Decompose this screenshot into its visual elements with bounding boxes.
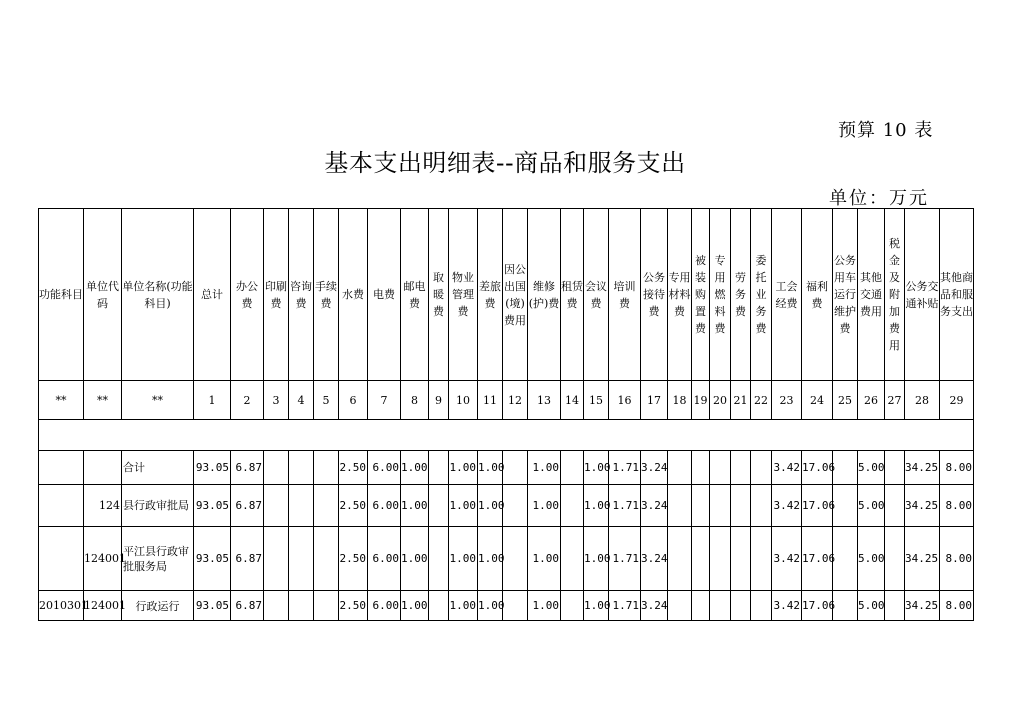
value-cell: 1.00 <box>478 485 503 527</box>
header-cell: 取暖费 <box>429 209 449 381</box>
value-cell: 6.00 <box>368 527 401 591</box>
header-cell: 专用材料费 <box>668 209 692 381</box>
value-cell <box>731 591 751 621</box>
index-cell: 20 <box>710 381 731 420</box>
header-cell: 物业管理费 <box>449 209 478 381</box>
value-cell <box>503 591 528 621</box>
value-cell: 3.24 <box>641 591 668 621</box>
index-cell: 2 <box>231 381 264 420</box>
value-cell: 1.00 <box>478 591 503 621</box>
index-cell: ** <box>122 381 194 420</box>
value-cell: 17.06 <box>802 591 833 621</box>
header-cell: 其他交通费用 <box>858 209 885 381</box>
table-row <box>39 485 974 527</box>
header-cell: 电费 <box>368 209 401 381</box>
index-cell: 4 <box>289 381 314 420</box>
value-cell <box>885 451 905 485</box>
value-cell: 1.00 <box>528 485 561 527</box>
form-number: 预算 10 表 <box>838 120 934 141</box>
index-cell: 25 <box>833 381 858 420</box>
value-cell: 34.25 <box>905 527 940 591</box>
value-cell <box>833 527 858 591</box>
value-cell: 17.06 <box>802 451 833 485</box>
header-cell: 单位名称(功能科目) <box>122 209 194 381</box>
value-cell <box>731 451 751 485</box>
subject-cell <box>39 451 84 485</box>
value-cell <box>885 485 905 527</box>
value-cell: 17.06 <box>802 527 833 591</box>
value-cell: 5.00 <box>858 485 885 527</box>
value-cell <box>289 527 314 591</box>
value-cell <box>264 451 289 485</box>
value-cell <box>264 591 289 621</box>
index-cell: 14 <box>561 381 584 420</box>
value-cell <box>751 485 772 527</box>
index-cell: 13 <box>528 381 561 420</box>
index-cell: 18 <box>668 381 692 420</box>
value-cell: 93.05 <box>194 591 231 621</box>
value-cell <box>503 527 528 591</box>
value-cell <box>429 527 449 591</box>
value-cell: 34.25 <box>905 591 940 621</box>
value-cell <box>751 591 772 621</box>
value-cell <box>561 485 584 527</box>
value-cell <box>289 485 314 527</box>
value-cell: 1.00 <box>401 527 429 591</box>
value-cell: 1.00 <box>528 451 561 485</box>
value-cell: 6.87 <box>231 451 264 485</box>
header-cell: 差旅费 <box>478 209 503 381</box>
value-cell <box>289 451 314 485</box>
index-cell: 23 <box>772 381 802 420</box>
value-cell: 6.87 <box>231 485 264 527</box>
spacer-cell <box>39 420 974 451</box>
subject-cell: 2010301 <box>39 591 84 621</box>
value-cell: 8.00 <box>940 591 974 621</box>
index-cell: 8 <box>401 381 429 420</box>
value-cell <box>668 485 692 527</box>
header-cell: 咨询费 <box>289 209 314 381</box>
value-cell <box>503 485 528 527</box>
index-cell: 5 <box>314 381 339 420</box>
index-cell: 1 <box>194 381 231 420</box>
header-cell: 功能科目 <box>39 209 84 381</box>
index-cell: 12 <box>503 381 528 420</box>
value-cell: 2.50 <box>339 451 368 485</box>
value-cell <box>314 485 339 527</box>
value-cell <box>885 527 905 591</box>
header-cell: 会议费 <box>584 209 609 381</box>
value-cell: 3.42 <box>772 485 802 527</box>
value-cell <box>668 451 692 485</box>
name-cell: 平江县行政审批服务局 <box>122 527 194 591</box>
data-body <box>39 451 974 621</box>
value-cell: 1.00 <box>584 451 609 485</box>
value-cell <box>710 485 731 527</box>
subject-cell <box>39 527 84 591</box>
header-cell: 手续费 <box>314 209 339 381</box>
value-cell: 3.24 <box>641 527 668 591</box>
name-cell: 合计 <box>122 451 194 485</box>
index-cell: 28 <box>905 381 940 420</box>
index-row <box>39 381 974 420</box>
header-cell: 单位代码 <box>84 209 122 381</box>
value-cell <box>692 451 710 485</box>
table-row <box>39 527 974 591</box>
unit-label: 单位：万元 <box>829 188 929 209</box>
value-cell <box>314 451 339 485</box>
value-cell <box>429 591 449 621</box>
value-cell: 93.05 <box>194 527 231 591</box>
value-cell: 3.42 <box>772 527 802 591</box>
value-cell <box>692 527 710 591</box>
index-cell: 26 <box>858 381 885 420</box>
header-cell: 被装购置费 <box>692 209 710 381</box>
code-cell <box>84 451 122 485</box>
value-cell: 6.87 <box>231 591 264 621</box>
name-cell: 行政运行 <box>122 591 194 621</box>
value-cell: 93.05 <box>194 485 231 527</box>
index-cell: 17 <box>641 381 668 420</box>
value-cell: 1.00 <box>401 451 429 485</box>
value-cell: 6.00 <box>368 485 401 527</box>
index-cell: 22 <box>751 381 772 420</box>
value-cell: 93.05 <box>194 451 231 485</box>
value-cell: 17.06 <box>802 485 833 527</box>
value-cell: 3.42 <box>772 591 802 621</box>
value-cell: 1.71 <box>609 451 641 485</box>
value-cell: 1.71 <box>609 591 641 621</box>
index-cell: 11 <box>478 381 503 420</box>
value-cell: 8.00 <box>940 527 974 591</box>
header-cell: 公务交通补贴 <box>905 209 940 381</box>
index-cell: ** <box>84 381 122 420</box>
value-cell <box>503 451 528 485</box>
value-cell: 2.50 <box>339 591 368 621</box>
value-cell: 3.24 <box>641 451 668 485</box>
value-cell <box>833 485 858 527</box>
value-cell: 1.00 <box>401 591 429 621</box>
index-cell: 6 <box>339 381 368 420</box>
header-cell: 专用燃料费 <box>710 209 731 381</box>
value-cell <box>314 591 339 621</box>
value-cell: 34.25 <box>905 451 940 485</box>
value-cell <box>429 451 449 485</box>
value-cell: 5.00 <box>858 591 885 621</box>
header-cell: 培训费 <box>609 209 641 381</box>
value-cell: 5.00 <box>858 527 885 591</box>
value-cell <box>710 527 731 591</box>
value-cell: 34.25 <box>905 485 940 527</box>
value-cell <box>731 485 751 527</box>
value-cell: 1.00 <box>449 591 478 621</box>
header-cell: 委托业务费 <box>751 209 772 381</box>
value-cell: 1.71 <box>609 485 641 527</box>
value-cell: 5.00 <box>858 451 885 485</box>
name-cell: 县行政审批局 <box>122 485 194 527</box>
header-cell: 总计 <box>194 209 231 381</box>
index-cell: 19 <box>692 381 710 420</box>
value-cell <box>561 591 584 621</box>
value-cell: 1.00 <box>478 527 503 591</box>
value-cell: 3.24 <box>641 485 668 527</box>
value-cell <box>264 485 289 527</box>
index-cell: 15 <box>584 381 609 420</box>
value-cell <box>751 527 772 591</box>
header-row <box>39 209 974 381</box>
spacer-row <box>39 420 974 451</box>
value-cell: 2.50 <box>339 527 368 591</box>
header-cell: 因公出国(境)费用 <box>503 209 528 381</box>
page-title: 基本支出明细表--商品和服务支出 <box>324 149 686 177</box>
value-cell <box>751 451 772 485</box>
header-cell: 劳务费 <box>731 209 751 381</box>
value-cell: 6.00 <box>368 451 401 485</box>
value-cell: 1.00 <box>528 591 561 621</box>
value-cell: 1.00 <box>449 485 478 527</box>
header-cell: 税金及附加费用 <box>885 209 905 381</box>
header-cell: 水费 <box>339 209 368 381</box>
index-cell: 7 <box>368 381 401 420</box>
value-cell <box>833 451 858 485</box>
header-cell: 维修(护)费 <box>528 209 561 381</box>
index-cell: 3 <box>264 381 289 420</box>
header-cell: 公务接待费 <box>641 209 668 381</box>
value-cell <box>710 451 731 485</box>
value-cell <box>885 591 905 621</box>
value-cell <box>731 527 751 591</box>
value-cell: 6.87 <box>231 527 264 591</box>
subject-cell <box>39 485 84 527</box>
header-cell: 邮电费 <box>401 209 429 381</box>
header-cell: 其他商品和服务支出 <box>940 209 974 381</box>
value-cell: 8.00 <box>940 451 974 485</box>
value-cell <box>289 591 314 621</box>
value-cell: 1.00 <box>584 527 609 591</box>
value-cell: 2.50 <box>339 485 368 527</box>
value-cell <box>429 485 449 527</box>
code-cell: 124001 <box>84 591 122 621</box>
value-cell <box>668 527 692 591</box>
value-cell <box>710 591 731 621</box>
header-cell: 工会经费 <box>772 209 802 381</box>
value-cell: 8.00 <box>940 485 974 527</box>
value-cell <box>314 527 339 591</box>
value-cell: 1.00 <box>478 451 503 485</box>
value-cell: 1.00 <box>584 485 609 527</box>
value-cell <box>692 591 710 621</box>
expense-table <box>38 208 974 621</box>
value-cell: 1.00 <box>528 527 561 591</box>
index-cell: 10 <box>449 381 478 420</box>
index-cell: 16 <box>609 381 641 420</box>
index-cell: ** <box>39 381 84 420</box>
value-cell <box>561 527 584 591</box>
index-cell: 29 <box>940 381 974 420</box>
index-cell: 21 <box>731 381 751 420</box>
header-cell: 租赁费 <box>561 209 584 381</box>
value-cell: 1.00 <box>584 591 609 621</box>
value-cell <box>833 591 858 621</box>
code-cell: 124 <box>84 485 122 527</box>
header-cell: 办公费 <box>231 209 264 381</box>
table-row <box>39 451 974 485</box>
value-cell: 6.00 <box>368 591 401 621</box>
index-cell: 27 <box>885 381 905 420</box>
header-cell: 福利费 <box>802 209 833 381</box>
value-cell: 1.00 <box>449 527 478 591</box>
value-cell: 1.00 <box>401 485 429 527</box>
header-cell: 公务用车运行维护费 <box>833 209 858 381</box>
index-cell: 24 <box>802 381 833 420</box>
value-cell <box>264 527 289 591</box>
value-cell: 1.00 <box>449 451 478 485</box>
value-cell: 1.71 <box>609 527 641 591</box>
code-cell: 124001 <box>84 527 122 591</box>
value-cell <box>561 451 584 485</box>
index-cell: 9 <box>429 381 449 420</box>
value-cell <box>692 485 710 527</box>
header-cell: 印刷费 <box>264 209 289 381</box>
table-row <box>39 591 974 621</box>
value-cell <box>668 591 692 621</box>
value-cell: 3.42 <box>772 451 802 485</box>
